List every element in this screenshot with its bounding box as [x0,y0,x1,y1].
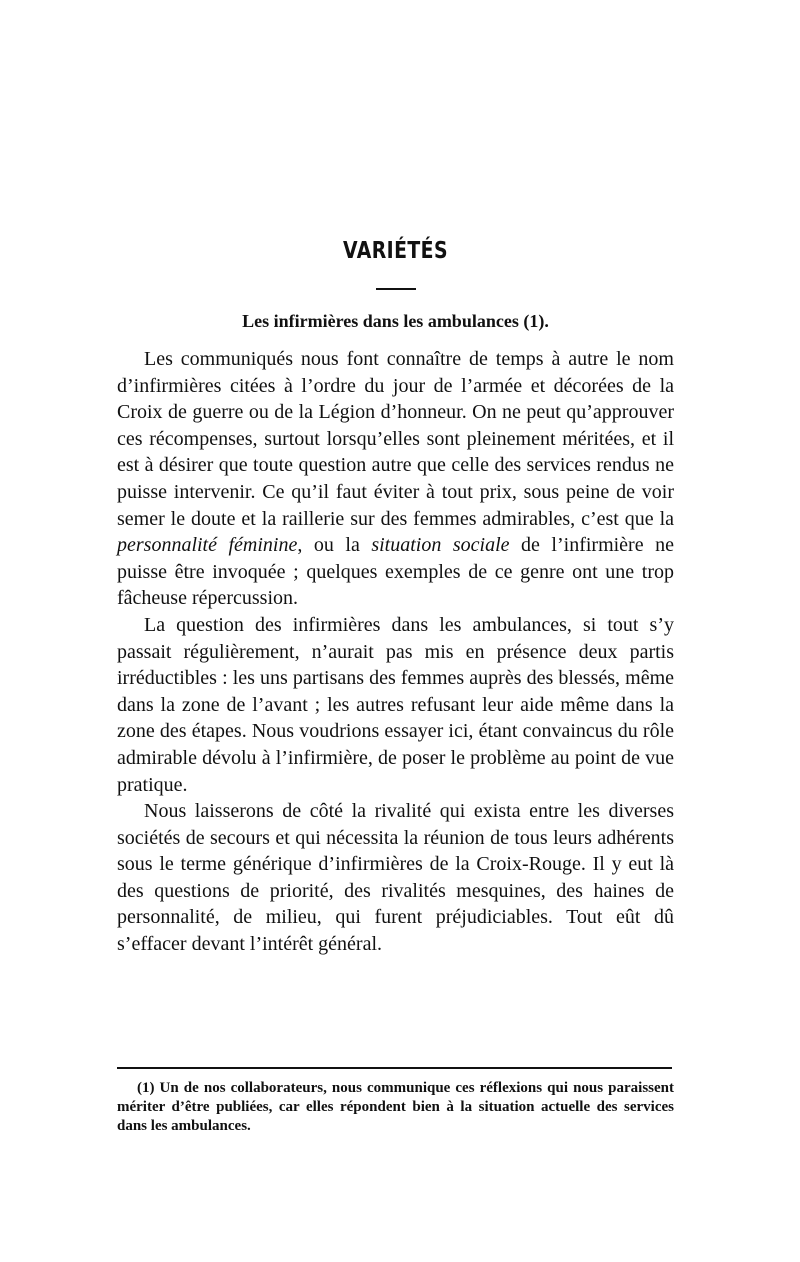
paragraph-1-part-a: Les communiqués nous font connaître de temps à autre le nom d’infirmières citées à l’ordre du jour de l’armée et décorées de la Croix de guerre ou de la Légion d’honneur. On ne peut qu’approuver ces récompenses, surtout lorsqu’elles sont pleinement méritées, et il est à désirer que toute question autre que celle des services rendus ne puisse intervenir. Ce qu’il faut éviter à tout prix, sous peine de voir semer le doute et la raillerie sur des femmes admirables, c’est que la [117,348,674,530]
italic-personnalite-feminine: personnalité féminine [117,534,298,557]
paragraph-1-part-c: de l’infirmière ne puisse être invoquée ; quelques exemples de ce genre ont une trop fâcheuse répercussion. [117,534,674,610]
footnote: (1) Un de nos collaborateurs, nous communique ces réflexions qui nous paraissent mériter d’être publiées, car elles répondent bien à la situation actuelle des services dans les ambulances. [117,1080,674,1134]
page [117,0,674,1262]
article-title: Les infirmières dans les ambulances (1). [242,311,549,331]
footnote-rule [117,1067,672,1069]
paragraph-2: La question des infirmières dans les ambulances, si tout s’y passait régulièrement, n’aurait pas mis en présence deux partis irréductibles : les uns partisans des femmes auprès des blessés, même dans la zone de l’avant ; les autres refusant leur aide même dans la zone des étapes. Nous voudrions essayer ici, étant convaincus du rôle admirable dévolu à l’infirmière, de poser le problème au point de vue pratique. [117,613,674,796]
paragraph-3: Nous laisserons de côté la rivalité qui exista entre les diverses sociétés de secours et qui nécessita la réunion de tous leurs adhérents sous le terme générique d’infirmières de la Croix-Rouge. Il y eut là des questions de priorité, des rivalités mesquines, des haines de personnalité, de milieu, qui furent préjudiciables. Tout eût dû s’effacer devant l’intérêt général. [117,800,674,956]
section-title: VARIÉTÉS [343,238,448,264]
paragraph-1-part-b: , ou la [297,534,372,557]
italic-situation-sociale: situation sociale [371,534,510,557]
paragraph-1 [117,346,674,612]
title-rule [376,288,416,290]
article-body [117,346,674,958]
